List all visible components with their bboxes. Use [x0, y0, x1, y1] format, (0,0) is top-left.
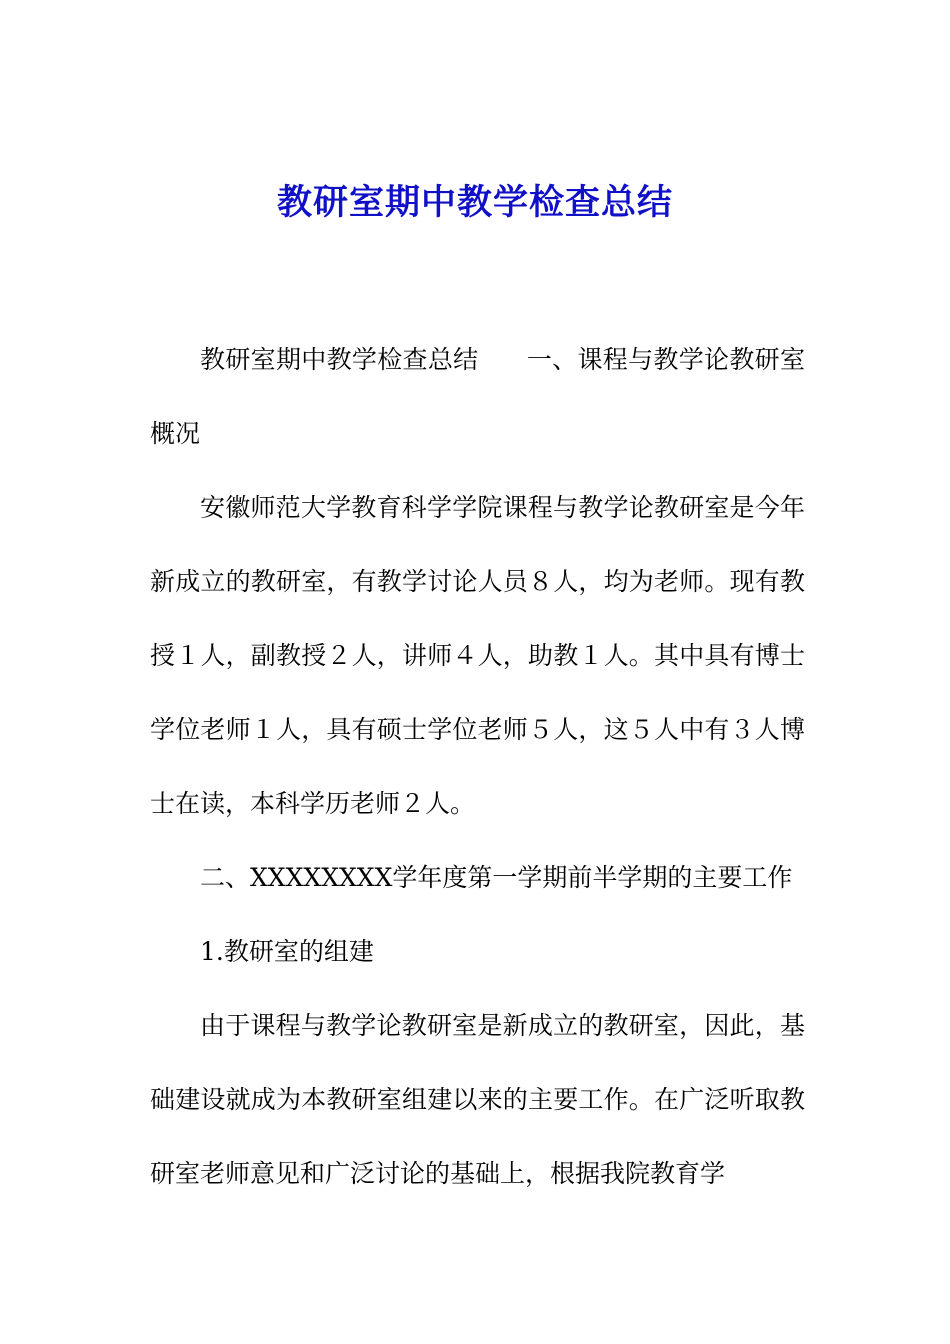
- paragraph-intro-lead: 教研室期中教学检查总结: [200, 345, 479, 374]
- document-title: 教研室期中教学检查总结: [276, 183, 673, 223]
- section-heading-work: 二、XXXXXXXX学年度第一学期前半学期的主要工作: [200, 863, 793, 892]
- subsection-heading: 1.教研室的组建: [200, 937, 374, 966]
- paragraph-overview: 安徽师范大学教育科学学院课程与教学论教研室是今年新成立的教研室，有教学讨论人员８人，均为老师。现有教授１人，副教授２人，讲师４人，助教１人。其中具有博士学位老师１人，具有硕士学位老师５人，这５人中有３人博士在读，本科学历老师２人。: [150, 493, 805, 818]
- document-body: [150, 323, 805, 1211]
- paragraph-intro: [150, 323, 805, 471]
- paragraph-intro-heading: 一、课程与教学论教研室概况: [150, 345, 805, 448]
- paragraph-organization: 由于课程与教学论教研室是新成立的教研室，因此，基础建设就成为本教研室组建以来的主要工作。在广泛听取教研室老师意见和广泛讨论的基础上，根据我院教育学: [150, 1011, 805, 1188]
